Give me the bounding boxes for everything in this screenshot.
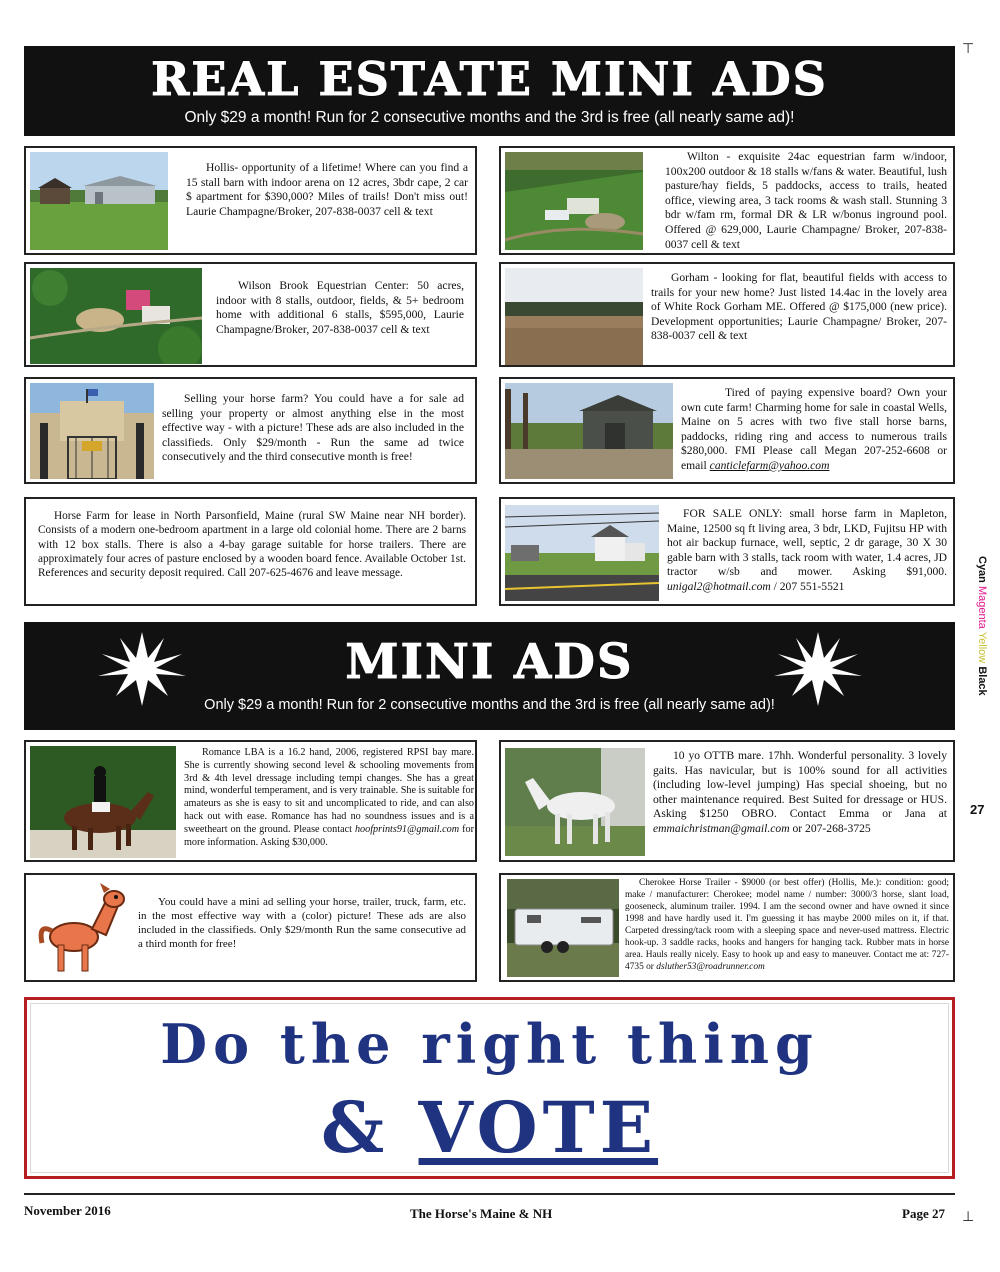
ad-romance-body: Romance LBA is a 16.2 hand, 2006, registered RPSI bay mare. She is currently showing second level & schooling movements from 3rd & 4th level dressage including tempi changes. She has a great mind, wonderful temperament, and is very trainable. She is suitable for amateurs as she is easy to sit and uncomplicated to ride, and can also hack out with ease. Romance has had no soundness issues and is a sweetheart on the ground. Please contact [184,747,474,835]
crop-mark-bottom: ⊥ [962,1208,975,1224]
mini-ads-banner-title: MINI ADS [345,634,634,690]
ad-wilton-text: Wilton - exquisite 24ac equestrian farm w/indoor, 100x200 outdoor & 18 stalls w/fans & water. Beautiful, lush pasture/hay fields, 5 paddocks, access to trails, heated office, viewing area, 3 tack rooms & wash stall. Stunning 3 bdr w/fam rm, formal DR & LR w/bonus inground pool. Offered @ 629,000, Laurie Champagne/ Broker, 207-838-0037 cell & text [665,150,947,251]
color-label-black: Black [976,666,988,696]
photo-gorham-fields [505,268,643,366]
photo-wells-barn [505,383,673,479]
ad-cherokee-trailer [499,873,955,982]
ad-gorham [499,262,955,367]
ad-wilton [499,146,955,255]
ad-parsonfield-lease-text: Horse Farm for lease in North Parsonfield, Maine (rural SW Maine near NH border). Consists of a modern one-bedroom apartment in a large old colonial home. There are 2 barns with 12 box stalls. There is also a 4-bay garage suitable for horse trailers. There are approximately four acres of pasture enclosed by a wooden board fence. Available October 1st. References and security deposit required. Call 207-625-4676 and leave message. [38,510,466,580]
ad-mapleton-text [667,507,947,595]
ad-ottb-mare-email[interactable]: emmaichristman@gmail.com [653,821,790,835]
ad-wells-farm-text [681,386,947,474]
starburst-right-icon [768,628,868,708]
ad-mapleton [499,497,955,606]
photo-mapleton-house [505,505,659,601]
footer-rule [24,1193,955,1195]
ad-mapleton-email[interactable]: unigal2@hotmail.com [667,579,771,593]
color-label-magenta: Magenta [976,585,988,629]
color-bar-labels [968,556,988,728]
crop-mark-top: ⊤ [962,40,975,56]
photo-horse-trailer [507,879,619,977]
photo-dressage-horse [30,746,176,858]
vote-line [27,1086,952,1169]
ad-selling-farm [24,377,477,484]
ad-selling-farm-text: Selling your horse farm? You could have a for sale ad selling your property or almost anything else in the most effective way - with a picture! These ads are also included in the classifieds. Only $29/month - Run the same ad twice consecutively and the third consecutive month is free! [162,392,464,464]
mini-ads-banner [24,622,955,730]
ad-ottb-mare [499,740,955,862]
photo-white-horse [505,748,645,856]
ad-parsonfield-lease [24,497,477,606]
ad-wilson-brook [24,262,477,367]
ad-romance-email[interactable]: hoofprints91@gmail.com [354,823,460,835]
ad-wells-farm-email[interactable]: canticlefarm@yahoo.com [709,458,830,472]
real-estate-banner-subtitle: Only $29 a month! Run for 2 consecutive months and the 3rd is free (all nearly same ad)! [184,109,795,126]
ad-wilson-brook-text: Wilson Brook Equestrian Center: 50 acres, indoor with 8 stalls, outdoor, fields, & 5+ bedroom home with additional 6 stalls, $595,000, Laurie Champagne/Broker, 207-838-0037 cell & text [216,279,464,336]
ad-mini-promo [24,873,477,982]
real-estate-banner-title: REAL ESTATE MINI ADS [151,52,828,106]
footer-page-number: Page 27 [902,1206,945,1221]
footer-date: November 2016 [24,1203,111,1218]
ad-wells-farm [499,377,955,484]
vote-word: VOTE [418,1086,659,1169]
mini-ads-banner-subtitle: Only $29 a month! Run for 2 consecutive months and the 3rd is free (all nearly same ad)! [204,697,775,713]
vote-ampersand: & [320,1086,419,1169]
side-page-number: 27 [970,802,985,817]
starburst-left-icon [92,628,192,708]
ad-romance-tail: for more information. Asking $30,000. [184,823,474,848]
photo-hollis-barn [30,152,168,250]
ad-cherokee-trailer-text [625,877,949,973]
ad-mapleton-body: FOR SALE ONLY: small horse farm in Mapleton, Maine, 12500 sq ft living area, 3 bdr, LKD, Fujitsu HP with hot air backup furnace, well, septic, 2 dr garage, 30 X 30 gable barn with 3 stalls, tack room with water, 1.4 acres, JD tractor w/sb and mower. Asking $91,000. [667,507,947,579]
real-estate-banner [24,46,955,136]
photo-wilson-brook-aerial [30,268,202,364]
photo-palace [30,383,154,479]
cartoon-horse-icon [34,879,126,979]
ad-romance-text [184,747,474,849]
ad-mapleton-phone: / 207 551-5521 [770,579,845,593]
ad-hollis [24,146,477,255]
vote-headline: Do the right thing [160,1012,819,1076]
photo-wilton-farm [505,152,643,250]
ad-hollis-text: Hollis- opportunity of a lifetime! Where can you find a 15 stall barn with indoor arena on 12 acres, 3bdr cape, 2 car $ apartment for $390,000? Miles of trails! Don't miss out! Laurie Champagne/Broker, 207-838-0037 cell & text [186,161,468,218]
ad-romance [24,740,477,862]
color-label-cyan: Cyan [976,556,988,583]
ad-cherokee-trailer-email[interactable]: dsluther53@roadrunner.com [656,962,765,972]
vote-box [24,997,955,1179]
footer-publication: The Horse's Maine & NH [410,1206,553,1221]
ad-gorham-text: Gorham - looking for flat, beautiful fields with access to trails for your new home? Just listed 14.4ac in the lovely area of White Rock Gorham ME. Offered @ $175,000 (new price). Development opportunities; Laurie Champagne/ Broker, 207-838-0037 cell & text [651,271,947,343]
color-label-yellow: Yellow [976,631,988,664]
ad-mini-promo-text: You could have a mini ad selling your horse, trailer, truck, farm, etc. in the most effective way with a (color) picture! These ads are also included in the classifieds. Only $29/month Run the same consecutive ad a third month for free! [138,896,466,950]
ad-ottb-mare-body: 10 yo OTTB mare. 17hh. Wonderful personality. 3 lovely gaits. Has navicular, but is 100% sound for all activities (including low-level jumping) Has special shoeing, but no other maintenance required. Best Suited for dressage or HUS. Asking $1250 OBRO. Contact Emma or Jana at [653,749,947,821]
ad-ottb-mare-text [653,749,947,837]
ad-cherokee-trailer-body: Cherokee Horse Trailer - $9000 (or best offer) (Hollis, Me.): condition: good; make / manufacturer: Cherokee; model name / number: 3000/3 horse, slant load, gooseneck, aluminum trailer. 1994. I am the second owner and have owned it since 1998 and have hardly used it. I'm guessing it has maybe 2000 miles on it, if that. Carpeted dressing/tack room with a sleeping space and never-used mattress. Electric hook-up. 3 saddle racks, hooks and hangers for hanging tack. Rubber mats in horse area. Hauls really nicely. Easy to hook up and easy to maneuver. Contact me at: 727-4735 or [625,878,949,972]
ad-ottb-mare-tail: or 207-268-3725 [789,821,871,835]
ad-wells-farm-body: Tired of paying expensive board? Own your own cute farm! Charming home for sale in coastal Wells, Maine on 5 acres with two five stall horse barns, paddocks, riding ring and access to numerous trails $280,000. FMI Please call Megan 207-252-6608 or email [681,386,947,472]
